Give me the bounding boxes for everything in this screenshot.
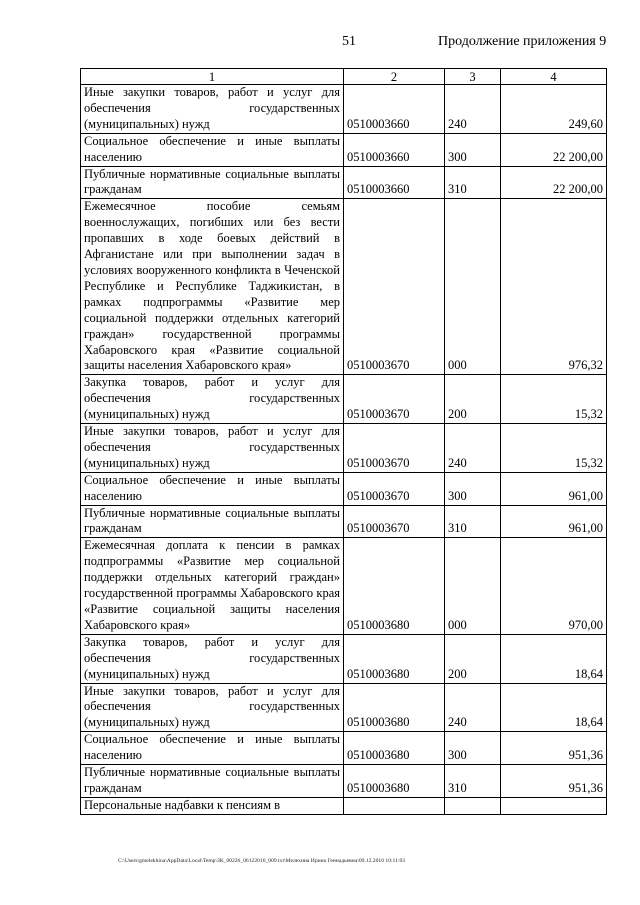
row-description: Закупка товаров, работ и услуг для обеспечения государственных (муниципальных) нужд bbox=[81, 634, 344, 683]
row-expense-type: 310 bbox=[445, 765, 501, 798]
table-row bbox=[81, 166, 607, 199]
row-code: 0510003670 bbox=[344, 424, 445, 473]
row-code: 0510003680 bbox=[344, 634, 445, 683]
row-code: 0510003680 bbox=[344, 683, 445, 732]
row-code: 0510003670 bbox=[344, 505, 445, 538]
table-row bbox=[81, 199, 607, 375]
row-amount: 18,64 bbox=[501, 683, 607, 732]
column-header-1: 1 bbox=[81, 69, 344, 85]
row-expense-type: 200 bbox=[445, 375, 501, 424]
row-amount: 951,36 bbox=[501, 732, 607, 765]
row-amount: 951,36 bbox=[501, 765, 607, 798]
table-row bbox=[81, 85, 607, 134]
table-row bbox=[81, 505, 607, 538]
table-row bbox=[81, 732, 607, 765]
table-row bbox=[81, 765, 607, 798]
row-code: 0510003680 bbox=[344, 732, 445, 765]
row-amount: 22 200,00 bbox=[501, 133, 607, 166]
row-code bbox=[344, 797, 445, 814]
table-row bbox=[81, 424, 607, 473]
row-description: Социальное обеспечение и иные выплаты населению bbox=[81, 472, 344, 505]
row-expense-type: 300 bbox=[445, 732, 501, 765]
table-row bbox=[81, 538, 607, 634]
row-description: Персональные надбавки к пенсиям в bbox=[81, 797, 344, 814]
row-description: Закупка товаров, работ и услуг для обеспечения государственных (муниципальных) нужд bbox=[81, 375, 344, 424]
row-expense-type: 310 bbox=[445, 166, 501, 199]
appendix-continuation-label: Продолжение приложения 9 bbox=[438, 34, 607, 49]
row-description: Социальное обеспечение и иные выплаты населению bbox=[81, 732, 344, 765]
table-header-row bbox=[81, 69, 607, 85]
row-amount: 22 200,00 bbox=[501, 166, 607, 199]
table-row bbox=[81, 683, 607, 732]
row-amount: 970,00 bbox=[501, 538, 607, 634]
table-row bbox=[81, 634, 607, 683]
row-description: Социальное обеспечение и иные выплаты населению bbox=[81, 133, 344, 166]
row-expense-type: 300 bbox=[445, 472, 501, 505]
row-description: Ежемесячное пособие семьям военнослужащих, погибших или без вести пропавших в ходе боевых действий в Афганистане или при выполнении задач в условиях вооруженного конфликта в Чеченской Республике и Республике Таджикистан, в рамках подпрограммы «Развитие мер социальной поддержки отдельных категорий граждан» государственной программы Хабаровского края «Развитие социальной защиты населения Хабаровского края» bbox=[81, 199, 344, 375]
row-amount: 961,00 bbox=[501, 472, 607, 505]
row-amount: 15,32 bbox=[501, 375, 607, 424]
row-code: 0510003660 bbox=[344, 85, 445, 134]
row-expense-type: 240 bbox=[445, 683, 501, 732]
table-row bbox=[81, 797, 607, 814]
row-expense-type bbox=[445, 797, 501, 814]
row-expense-type: 240 bbox=[445, 85, 501, 134]
row-description: Публичные нормативные социальные выплаты гражданам bbox=[81, 166, 344, 199]
row-amount bbox=[501, 797, 607, 814]
row-expense-type: 200 bbox=[445, 634, 501, 683]
table-row bbox=[81, 375, 607, 424]
row-description: Публичные нормативные социальные выплаты гражданам bbox=[81, 765, 344, 798]
row-code: 0510003660 bbox=[344, 133, 445, 166]
row-description: Публичные нормативные социальные выплаты гражданам bbox=[81, 505, 344, 538]
column-header-3: 3 bbox=[445, 69, 501, 85]
budget-table bbox=[80, 68, 607, 815]
row-amount: 976,32 bbox=[501, 199, 607, 375]
row-description: Иные закупки товаров, работ и услуг для обеспечения государственных (муниципальных) нужд bbox=[81, 85, 344, 134]
column-header-4: 4 bbox=[501, 69, 607, 85]
row-description: Иные закупки товаров, работ и услуг для обеспечения государственных (муниципальных) нужд bbox=[81, 683, 344, 732]
row-expense-type: 000 bbox=[445, 538, 501, 634]
row-code: 0510003670 bbox=[344, 199, 445, 375]
table-row bbox=[81, 472, 607, 505]
row-code: 0510003670 bbox=[344, 472, 445, 505]
row-expense-type: 000 bbox=[445, 199, 501, 375]
document-footer-path: C:\Users\gmelekhina\AppData\Local\Temp\ЗК_00226_06122016_009.txt\Мелехина Ирина Геннадьевна\09.12.2016 10:11:03 bbox=[118, 858, 406, 864]
table-row bbox=[81, 133, 607, 166]
row-code: 0510003670 bbox=[344, 375, 445, 424]
row-expense-type: 310 bbox=[445, 505, 501, 538]
row-expense-type: 300 bbox=[445, 133, 501, 166]
row-amount: 18,64 bbox=[501, 634, 607, 683]
row-code: 0510003680 bbox=[344, 538, 445, 634]
row-amount: 15,32 bbox=[501, 424, 607, 473]
page-number: 51 bbox=[342, 34, 356, 49]
row-expense-type: 240 bbox=[445, 424, 501, 473]
row-code: 0510003680 bbox=[344, 765, 445, 798]
column-header-2: 2 bbox=[344, 69, 445, 85]
row-code: 0510003660 bbox=[344, 166, 445, 199]
row-description: Ежемесячная доплата к пенсии в рамках подпрограммы «Развитие мер социальной поддержки отдельных категорий граждан» государственной программы Хабаровского края «Развитие социальной защиты населения Хабаровского края» bbox=[81, 538, 344, 634]
row-amount: 249,60 bbox=[501, 85, 607, 134]
row-amount: 961,00 bbox=[501, 505, 607, 538]
row-description: Иные закупки товаров, работ и услуг для обеспечения государственных (муниципальных) нужд bbox=[81, 424, 344, 473]
